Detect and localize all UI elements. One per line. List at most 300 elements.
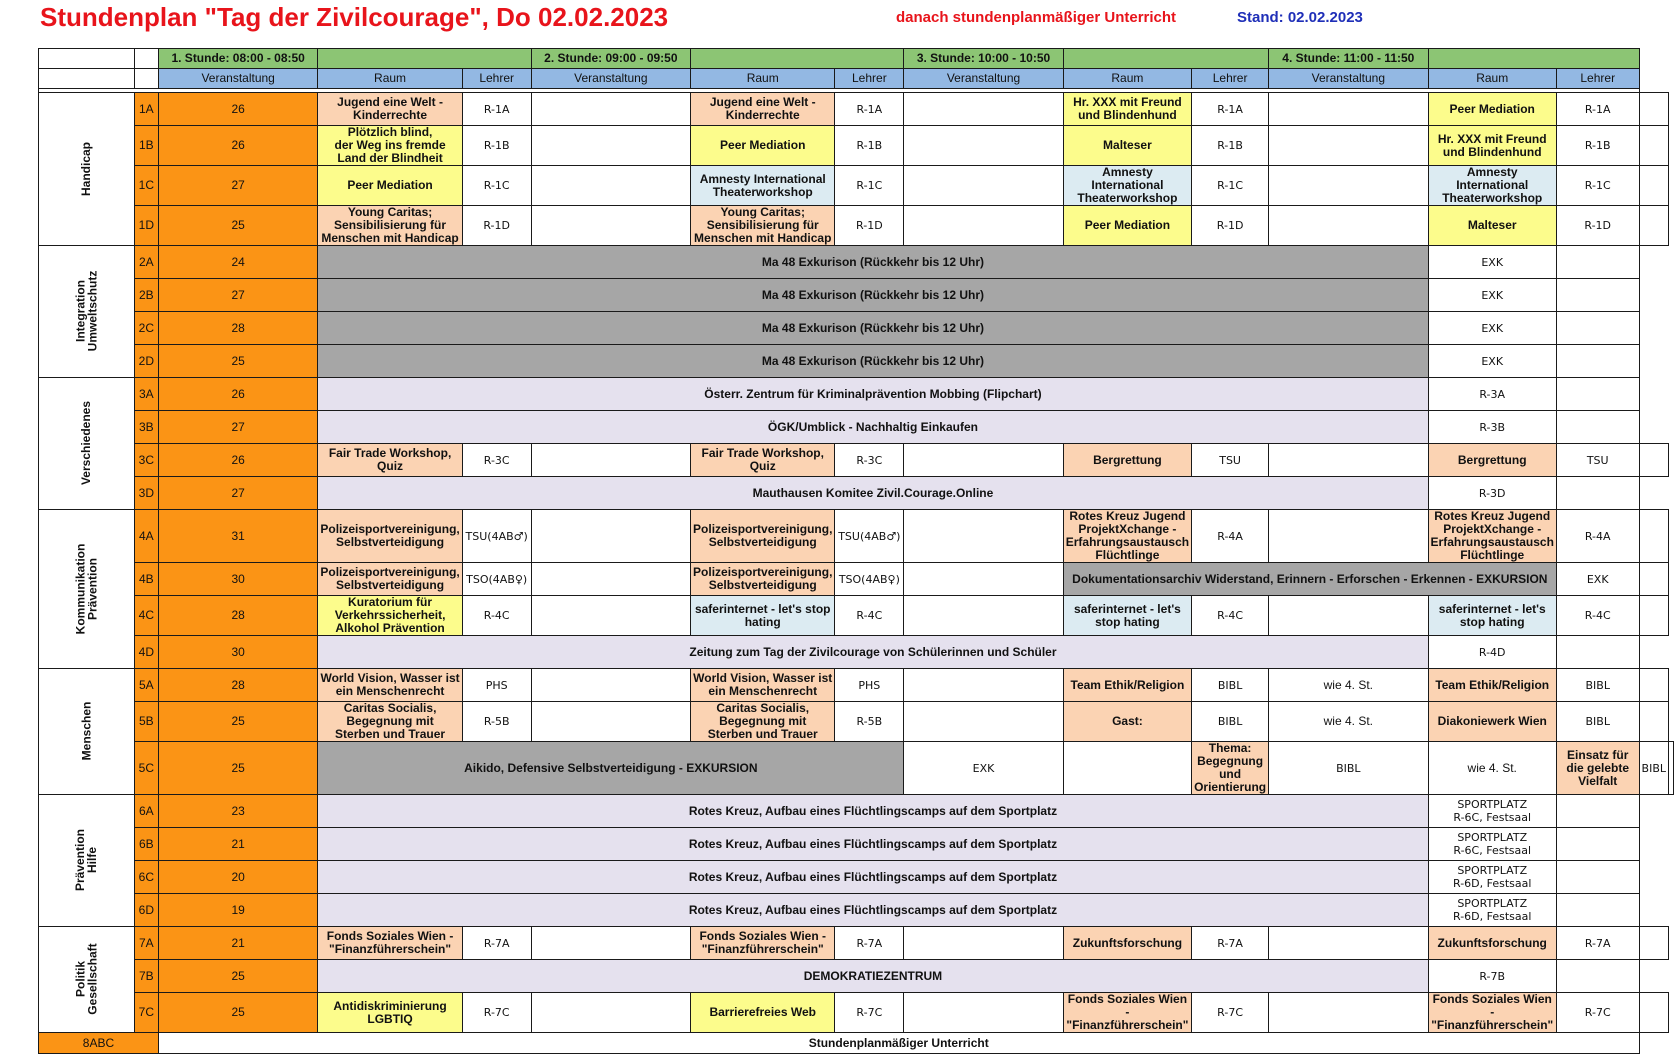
student-count-cell: 26 (158, 444, 317, 477)
column-header-room: Raum (1428, 69, 1556, 89)
teacher-cell (1269, 510, 1428, 563)
class-cell: 7C (134, 993, 158, 1033)
column-header-event: Veranstaltung (904, 69, 1063, 89)
corner-cell (39, 69, 135, 89)
room-cell: R-1C (462, 166, 531, 206)
event-cell-line: Rotes Kreuz Jugend ProjektXchange - (1069, 509, 1186, 536)
event-cell: saferinternet - let's stop hating (1428, 596, 1556, 636)
room-cell: R-3C (462, 444, 531, 477)
event-spanning: Stundenplanmäßiger Unterricht (158, 1033, 1639, 1054)
teacher-cell (1269, 927, 1428, 960)
column-header-teacher: Lehrer (1556, 69, 1639, 89)
student-count-cell: 19 (158, 894, 317, 927)
room-cell: TSU (1556, 444, 1639, 477)
class-cell: 2C (134, 312, 158, 345)
room-cell: EXK (1556, 563, 1639, 596)
group-label-line: Umweltschutz (85, 270, 100, 352)
hour-header: 4. Stunde: 11:00 - 11:50 (1269, 49, 1428, 69)
teacher-cell (904, 596, 1063, 636)
room-cell-line: SPORTPLATZ (1457, 798, 1528, 811)
room-cell-line: SPORTPLATZ (1457, 831, 1528, 844)
event-cell: Hr. XXX mit Freund und Blindenhund (1063, 93, 1191, 126)
event-cell: Diakoniewerk Wien (1428, 702, 1556, 742)
teacher-cell: wie 4. St. (1269, 669, 1428, 702)
hour-header-spacer (318, 49, 531, 69)
group-label (39, 378, 135, 510)
class-cell: 5B (134, 702, 158, 742)
teacher-cell (1269, 444, 1428, 477)
hour-header: 3. Stunde: 10:00 - 10:50 (904, 49, 1063, 69)
schedule-row (39, 636, 1674, 669)
teacher-cell (1639, 669, 1668, 702)
room-cell (1428, 861, 1556, 894)
event-cell-line: "Finanzführerschein" (1066, 1018, 1189, 1032)
room-cell: R-1B (1556, 126, 1639, 166)
student-count-cell: 31 (158, 510, 317, 563)
event-cell: Einsatz für die gelebte Vielfalt (1556, 742, 1639, 795)
event-spanning: Ma 48 Exkurison (Rückkehr bis 12 Uhr) (318, 246, 1428, 279)
schedule-row (39, 861, 1674, 894)
stand-date: Stand: 02.02.2023 (1237, 9, 1363, 26)
event-spanning: Ma 48 Exkurison (Rückkehr bis 12 Uhr) (318, 312, 1428, 345)
teacher-cell (1556, 894, 1639, 927)
event-cell-line: Begegnung und Orientierung (1194, 754, 1267, 794)
group-label-text (74, 943, 98, 1014)
schedule-row (39, 411, 1674, 444)
class-cell: 4C (134, 596, 158, 636)
page-title: Stundenplan "Tag der Zivilcourage", Do 02.02.2023 (40, 2, 669, 32)
event-cell: saferinternet - let's stop hating (691, 596, 835, 636)
event-cell-line: "Finanzführerschein" (701, 942, 824, 956)
event-cell-line: Erfahrungsaustausch Flüchtlinge (1065, 535, 1190, 562)
teacher-cell (531, 166, 690, 206)
event-cell-line: Kuratorium für Verkehrssicherheit, (334, 595, 446, 622)
group-label-line: Gesellschaft (85, 943, 100, 1015)
teacher-cell (904, 444, 1063, 477)
teacher-cell (1556, 411, 1639, 444)
teacher-cell (904, 510, 1063, 563)
event-cell: Zukunftsforschung (1063, 927, 1191, 960)
teacher-cell (1639, 702, 1668, 742)
event-cell-line: Menschen mit Handicap (321, 231, 459, 245)
schedule-row (39, 894, 1674, 927)
group-label (39, 795, 135, 927)
event-cell-line: Selbstverteidigung (708, 578, 817, 592)
room-cell: R-7A (1192, 927, 1269, 960)
schedule-row (39, 378, 1674, 411)
teacher-cell (531, 702, 690, 742)
group-label-text (74, 829, 98, 891)
student-count-cell: 25 (158, 993, 317, 1033)
room-cell: R-7C (462, 993, 531, 1033)
event-cell (1063, 993, 1191, 1033)
teacher-cell (904, 206, 1063, 246)
teacher-cell (531, 510, 690, 563)
student-count-cell: 26 (158, 126, 317, 166)
corner-cell (134, 69, 158, 89)
event-cell: Aikido, Defensive Selbstverteidigung - EXKURSION (318, 742, 904, 795)
schedule-row (39, 795, 1674, 828)
group-label-text: Handicap (79, 141, 94, 196)
event-cell (691, 563, 835, 596)
column-header-room: Raum (1063, 69, 1191, 89)
event-cell: Malteser (1428, 206, 1556, 246)
class-cell: 4A (134, 510, 158, 563)
event-cell (318, 596, 462, 636)
student-count-cell: 27 (158, 279, 317, 312)
student-count-cell: 20 (158, 861, 317, 894)
room-cell: R-7A (462, 927, 531, 960)
student-count-cell: 25 (158, 345, 317, 378)
room-cell: BIBL (1639, 742, 1668, 795)
room-cell: TSO(4AB♀) (835, 563, 904, 596)
column-header-event: Veranstaltung (1269, 69, 1428, 89)
group-label-text: Menschen (79, 701, 94, 761)
room-cell: R-3D (1428, 477, 1556, 510)
teacher-cell (1063, 742, 1191, 795)
teacher-cell (531, 93, 690, 126)
group-label-line: Politik (73, 961, 88, 998)
event-cell-line: Fonds Soziales Wien - (699, 929, 827, 943)
event-cell (318, 669, 462, 702)
schedule-row (39, 126, 1674, 166)
event-spanning: ÖGK/Umblick - Nachhaltig Einkaufen (318, 411, 1428, 444)
event-cell: Zukunftsforschung (1428, 927, 1556, 960)
teacher-cell (1556, 636, 1639, 669)
group-label-text (74, 271, 98, 352)
room-cell: R-5B (835, 702, 904, 742)
event-spanning: Mauthausen Komitee Zivil.Courage.Online (318, 477, 1428, 510)
room-cell: R-3A (1428, 378, 1556, 411)
event-cell-line: Polizeisportvereinigung, (320, 565, 460, 579)
group-label-line: Prävention (73, 828, 88, 892)
event-cell-line: Fonds Soziales Wien - (1067, 992, 1188, 1019)
event-cell-line: "Finanzführerschein" (329, 942, 452, 956)
class-cell: 4D (134, 636, 158, 669)
event-cell (691, 702, 835, 742)
teacher-cell (1639, 166, 1668, 206)
teacher-cell (531, 927, 690, 960)
after-note: danach stundenplanmäßiger Unterricht (896, 9, 1177, 26)
room-cell: R-7C (1192, 993, 1269, 1033)
teacher-cell: wie 4. St. (1428, 742, 1556, 795)
column-header-event: Veranstaltung (531, 69, 690, 89)
teacher-cell (904, 126, 1063, 166)
event-cell-line: Caritas Socialis, Begegnung mit (343, 701, 437, 728)
teacher-cell (1269, 126, 1428, 166)
teacher-cell (1556, 960, 1639, 993)
event-spanning: Rotes Kreuz, Aufbau eines Flüchtlingscamps auf dem Sportplatz (318, 795, 1428, 828)
room-cell: EXK (1428, 345, 1556, 378)
teacher-cell (531, 563, 690, 596)
teacher-cell (1269, 596, 1428, 636)
event-cell (691, 927, 835, 960)
room-cell (1428, 795, 1556, 828)
group-label-line: Prävention (85, 557, 100, 620)
teacher-cell (904, 702, 1063, 742)
schedule-row (39, 828, 1674, 861)
event-cell (318, 563, 462, 596)
room-cell-line: R-6D, Festsaal (1453, 877, 1532, 890)
event-cell-line: Plötzlich blind, (347, 125, 433, 139)
schedule-row (39, 279, 1674, 312)
room-cell: R-7B (1428, 960, 1556, 993)
teacher-cell (1556, 246, 1639, 279)
teacher-cell (531, 669, 690, 702)
event-cell-line: Fonds Soziales Wien - (326, 929, 454, 943)
room-cell: R-1B (462, 126, 531, 166)
room-cell: BIBL (1192, 702, 1269, 742)
teacher-cell (531, 206, 690, 246)
room-cell: R-1B (835, 126, 904, 166)
event-cell: saferinternet - let's stop hating (1063, 596, 1191, 636)
class-cell: 5A (134, 669, 158, 702)
event-cell-line: World Vision, Wasser ist (320, 671, 460, 685)
student-count-cell: 30 (158, 636, 317, 669)
room-cell: R-1A (1192, 93, 1269, 126)
schedule-row (39, 927, 1674, 960)
class-cell: 6A (134, 795, 158, 828)
class-cell: 7B (134, 960, 158, 993)
event-cell-line: Amnesty International (1456, 165, 1529, 192)
event-cell (691, 510, 835, 563)
group-label-text (74, 543, 98, 634)
hour-header-spacer (1428, 49, 1639, 69)
event-cell-line: Sterben und Trauer (707, 727, 818, 741)
event-cell-line: Thema: (1208, 741, 1252, 755)
room-cell-line: R-6D, Festsaal (1453, 910, 1532, 923)
class-cell: 1C (134, 166, 158, 206)
room-cell: R-3B (1428, 411, 1556, 444)
teacher-cell (904, 927, 1063, 960)
student-count-cell: 25 (158, 960, 317, 993)
room-cell-line: R-6C, Festsaal (1453, 844, 1532, 857)
room-cell: TSO(4AB♀) (462, 563, 531, 596)
schedule-row (39, 312, 1674, 345)
event-cell: Fair Trade Workshop, Quiz (691, 444, 835, 477)
schedule-row-last (39, 1033, 1674, 1054)
schedule-table (38, 48, 1674, 1054)
room-cell: R-4A (1556, 510, 1639, 563)
student-count-cell: 21 (158, 927, 317, 960)
room-cell: EXK (1428, 312, 1556, 345)
event-cell (318, 126, 462, 166)
event-cell-line: Polizeisportvereinigung, (693, 565, 833, 579)
room-cell: R-4C (462, 596, 531, 636)
room-cell: R-1C (1192, 166, 1269, 206)
event-cell: Peer Mediation (691, 126, 835, 166)
event-cell: Jugend eine Welt - Kinderrechte (691, 93, 835, 126)
group-label-line: Kommunikation (73, 543, 88, 634)
hour-header-spacer (1063, 49, 1268, 69)
event-cell: Fair Trade Workshop, Quiz (318, 444, 462, 477)
event-cell: Bergrettung (1063, 444, 1191, 477)
class-cell: 1B (134, 126, 158, 166)
schedule-row (39, 993, 1674, 1033)
teacher-cell (531, 444, 690, 477)
room-cell: R-4C (835, 596, 904, 636)
event-cell-line: Selbstverteidigung (336, 535, 445, 549)
schedule-row (39, 246, 1674, 279)
teacher-cell (1269, 93, 1428, 126)
event-cell-line: "Finanzführerschein" (1431, 1018, 1554, 1032)
room-cell (1428, 894, 1556, 927)
event-cell-line: Amnesty International (1091, 165, 1164, 192)
column-header-room: Raum (318, 69, 462, 89)
group-label-line: Hilfe (85, 846, 100, 874)
room-cell: R-3C (835, 444, 904, 477)
event-spanning: Ma 48 Exkurison (Rückkehr bis 12 Uhr) (318, 279, 1428, 312)
room-cell: BIBL (1192, 669, 1269, 702)
room-cell: PHS (835, 669, 904, 702)
schedule-row (39, 444, 1674, 477)
teacher-cell (1639, 93, 1668, 126)
class-cell: 3C (134, 444, 158, 477)
event-cell-line: Caritas Socialis, Begegnung mit (716, 701, 810, 728)
class-cell: 3A (134, 378, 158, 411)
room-cell-line: R-6C, Festsaal (1453, 811, 1532, 824)
student-count-cell: 28 (158, 596, 317, 636)
event-cell-line: Polizeisportvereinigung, (320, 522, 460, 536)
event-cell-line: Theaterworkshop (712, 184, 813, 199)
room-cell: EXK (1428, 279, 1556, 312)
event-cell-line: Selbstverteidigung (336, 578, 445, 592)
room-cell: R-4C (1192, 596, 1269, 636)
event-spanning: Österr. Zentrum für Kriminalprävention Mobbing (Flipchart) (318, 378, 1428, 411)
event-cell (318, 702, 462, 742)
schedule-row (39, 477, 1674, 510)
event-cell-line: Polizeisportvereinigung, (693, 522, 833, 536)
group-label (39, 93, 135, 246)
hour-header-spacer (691, 49, 904, 69)
event-cell-line: Rotes Kreuz Jugend ProjektXchange - (1434, 509, 1551, 536)
class-cell: 1A (134, 93, 158, 126)
schedule-row (39, 742, 1674, 795)
teacher-cell (904, 563, 1063, 596)
event-cell: Peer Mediation (1428, 93, 1556, 126)
room-cell: R-1C (835, 166, 904, 206)
schedule-row (39, 166, 1674, 206)
teacher-cell (904, 93, 1063, 126)
event-cell-line: Theaterworkshop (1442, 191, 1543, 205)
room-cell: R-1D (1556, 206, 1639, 246)
corner-cell (39, 49, 135, 69)
teacher-cell (1639, 596, 1668, 636)
room-cell: R-1D (835, 206, 904, 246)
event-cell (1428, 510, 1556, 563)
room-cell-line: SPORTPLATZ (1457, 864, 1528, 877)
student-count-cell: 23 (158, 795, 317, 828)
event-cell: Peer Mediation (318, 166, 462, 206)
student-count-cell: 25 (158, 702, 317, 742)
class-cell: 8ABC (39, 1033, 159, 1054)
student-count-cell: 27 (158, 477, 317, 510)
event-cell (1428, 166, 1556, 206)
teacher-cell (904, 993, 1063, 1033)
room-cell: R-7C (1556, 993, 1639, 1033)
teacher-cell (904, 166, 1063, 206)
student-count-cell: 25 (158, 206, 317, 246)
teacher-cell (1669, 742, 1674, 795)
room-cell: R-4D (1428, 636, 1556, 669)
event-cell (691, 669, 835, 702)
teacher-cell (1269, 993, 1428, 1033)
event-spanning: DEMOKRATIEZENTRUM (318, 960, 1428, 993)
teacher-cell (1556, 312, 1639, 345)
schedule-row (39, 510, 1674, 563)
teacher-cell (1269, 206, 1428, 246)
room-cell: TSU (1192, 444, 1269, 477)
room-cell: R-1A (1556, 93, 1639, 126)
room-cell: R-1D (462, 206, 531, 246)
room-cell: EXK (1428, 246, 1556, 279)
hour-header: 1. Stunde: 08:00 - 08:50 (158, 49, 317, 69)
room-cell: R-7A (1556, 927, 1639, 960)
teacher-cell (1639, 563, 1668, 596)
teacher-cell (1639, 510, 1668, 563)
room-cell (1428, 828, 1556, 861)
room-cell: R-7A (835, 927, 904, 960)
event-cell: Team Ethik/Religion (1063, 669, 1191, 702)
event-cell: Team Ethik/Religion (1428, 669, 1556, 702)
corner-cell (134, 49, 158, 69)
event-cell: Gast: (1063, 702, 1191, 742)
room-cell: R-1A (835, 93, 904, 126)
student-count-cell: 27 (158, 411, 317, 444)
event-cell-line: Menschen mit Handicap (694, 231, 832, 245)
teacher-cell (1556, 795, 1639, 828)
event-cell: Jugend eine Welt - Kinderrechte (318, 93, 462, 126)
schedule-row (39, 206, 1674, 246)
class-cell: 3D (134, 477, 158, 510)
student-count-cell: 25 (158, 742, 317, 795)
room-cell: R-1D (1192, 206, 1269, 246)
group-label-text: Verschiedenes (79, 400, 94, 486)
class-cell: 7A (134, 927, 158, 960)
student-count-cell: 28 (158, 669, 317, 702)
room-cell: PHS (462, 669, 531, 702)
event-cell: Barrierefreies Web (691, 993, 835, 1033)
event-cell: Dokumentationsarchiv Widerstand, Erinnern - Erforschen - Erkennen - EXKURSION (1063, 563, 1556, 596)
class-cell: 4B (134, 563, 158, 596)
class-cell: 5C (134, 742, 158, 795)
class-cell: 2D (134, 345, 158, 378)
teacher-cell (1639, 206, 1668, 246)
teacher-cell (1639, 126, 1668, 166)
event-cell-line: Fonds Soziales Wien - (1432, 992, 1552, 1019)
teacher-cell (1556, 345, 1639, 378)
class-cell: 1D (134, 206, 158, 246)
event-spanning: Rotes Kreuz, Aufbau eines Flüchtlingscamps auf dem Sportplatz (318, 828, 1428, 861)
event-cell-line: Erfahrungsaustausch Flüchtlinge (1430, 535, 1554, 562)
event-spanning: Rotes Kreuz, Aufbau eines Flüchtlingscamps auf dem Sportplatz (318, 894, 1428, 927)
event-cell (1192, 742, 1269, 795)
event-cell (318, 206, 462, 246)
column-header-row (39, 69, 1674, 89)
event-cell-line: Theaterworkshop (1077, 191, 1178, 205)
event-cell (1428, 993, 1556, 1033)
room-cell: R-5B (462, 702, 531, 742)
teacher-cell (1639, 927, 1668, 960)
column-header-room: Raum (691, 69, 835, 89)
schedule-row (39, 345, 1674, 378)
event-cell: Bergrettung (1428, 444, 1556, 477)
event-spanning: Zeitung zum Tag der Zivilcourage von Schülerinnen und Schüler (318, 636, 1428, 669)
student-count-cell: 26 (158, 378, 317, 411)
column-header-teacher: Lehrer (835, 69, 904, 89)
event-spanning: Rotes Kreuz, Aufbau eines Flüchtlingscamps auf dem Sportplatz (318, 861, 1428, 894)
schedule-row (39, 563, 1674, 596)
